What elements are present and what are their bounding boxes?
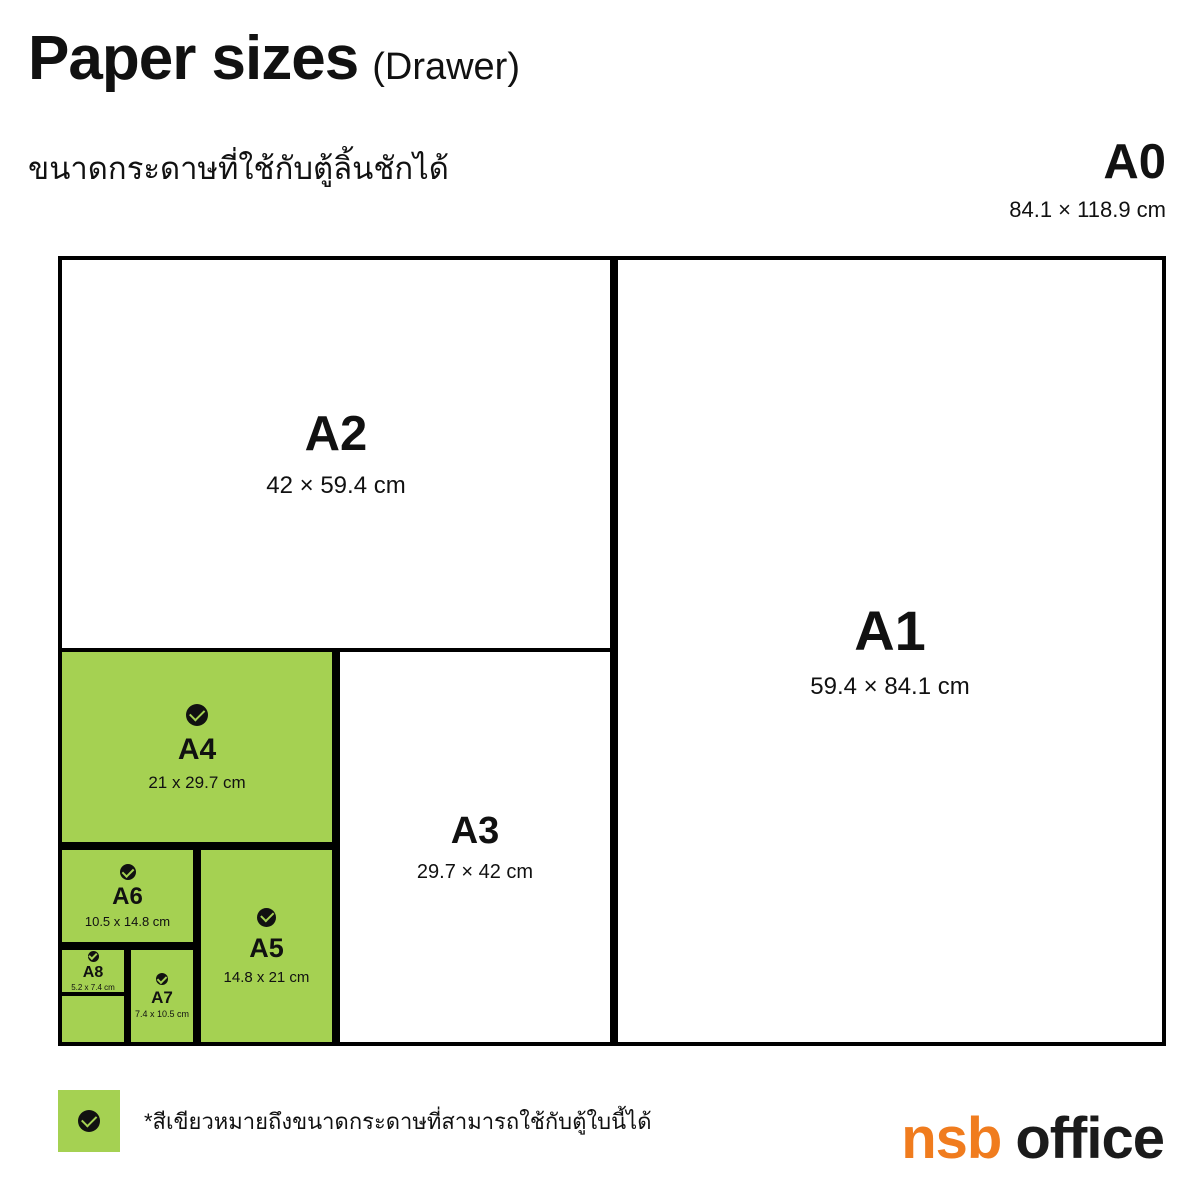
check-circle-icon xyxy=(156,973,168,985)
paper-box-a7 xyxy=(127,946,197,1046)
paper-box-a5-name: A5 xyxy=(249,932,284,963)
paper-box-a5-dimensions: 14.8 x 21 cm xyxy=(223,968,310,986)
paper-box-a1-name: A1 xyxy=(854,599,926,662)
check-circle-icon xyxy=(88,951,99,962)
logo-office-text: office xyxy=(1015,1106,1164,1171)
paper-box-a7-name: A7 xyxy=(151,988,173,1007)
paper-box-a2-name: A2 xyxy=(304,407,368,461)
paper-box-a5 xyxy=(197,846,336,1046)
a0-name: A0 xyxy=(1103,135,1166,189)
title-sub: (Drawer) xyxy=(372,46,520,88)
a0-label xyxy=(1009,135,1166,223)
a0-dimensions: 84.1 × 118.9 cm xyxy=(1009,197,1166,222)
paper-box-a3-name: A3 xyxy=(450,810,500,852)
paper-box-a8 xyxy=(58,946,128,996)
paper-box-a8-filler xyxy=(58,996,128,1046)
paper-box-a6-name: A6 xyxy=(112,883,143,910)
logo-nsb-text: nsb xyxy=(901,1106,1002,1171)
paper-box-a2 xyxy=(58,256,614,652)
nsb-office-logo xyxy=(901,1105,1164,1172)
subtitle-thai: ขนาดกระดาษที่ใช้กับตู้ลิ้นชักได้ xyxy=(28,151,449,186)
paper-box-a2-dimensions: 42 × 59.4 cm xyxy=(266,472,406,499)
paper-box-a4-name: A4 xyxy=(177,732,217,766)
check-circle-icon xyxy=(186,704,208,726)
paper-box-a8-name: A8 xyxy=(82,963,104,981)
check-circle-icon xyxy=(257,908,276,927)
paper-box-a1 xyxy=(614,256,1166,1046)
legend xyxy=(58,1090,652,1152)
paper-size-diagram xyxy=(58,256,1166,1046)
check-circle-icon xyxy=(120,864,136,880)
paper-box-a1-dimensions: 59.4 × 84.1 cm xyxy=(810,673,970,700)
paper-box-a3-dimensions: 29.7 × 42 cm xyxy=(416,861,534,883)
check-circle-icon xyxy=(78,1110,100,1132)
paper-box-a7-dimensions: 7.4 x 10.5 cm xyxy=(134,1009,190,1019)
paper-box-a6-dimensions: 10.5 x 14.8 cm xyxy=(84,914,171,929)
paper-box-a6 xyxy=(58,846,197,946)
title-main: Paper sizes xyxy=(28,24,359,93)
paper-box-a4-dimensions: 21 x 29.7 cm xyxy=(148,772,246,792)
paper-box-a4 xyxy=(58,648,336,846)
page-title xyxy=(28,24,520,93)
paper-box-a8-dimensions: 5.2 x 7.4 cm xyxy=(71,982,115,992)
paper-box-a3 xyxy=(336,648,614,1046)
legend-text: *สีเขียวหมายถึงขนาดกระดาษที่สามารถใช้กับตู้ใบนี้ได้ xyxy=(144,1108,652,1134)
legend-swatch xyxy=(58,1090,120,1152)
